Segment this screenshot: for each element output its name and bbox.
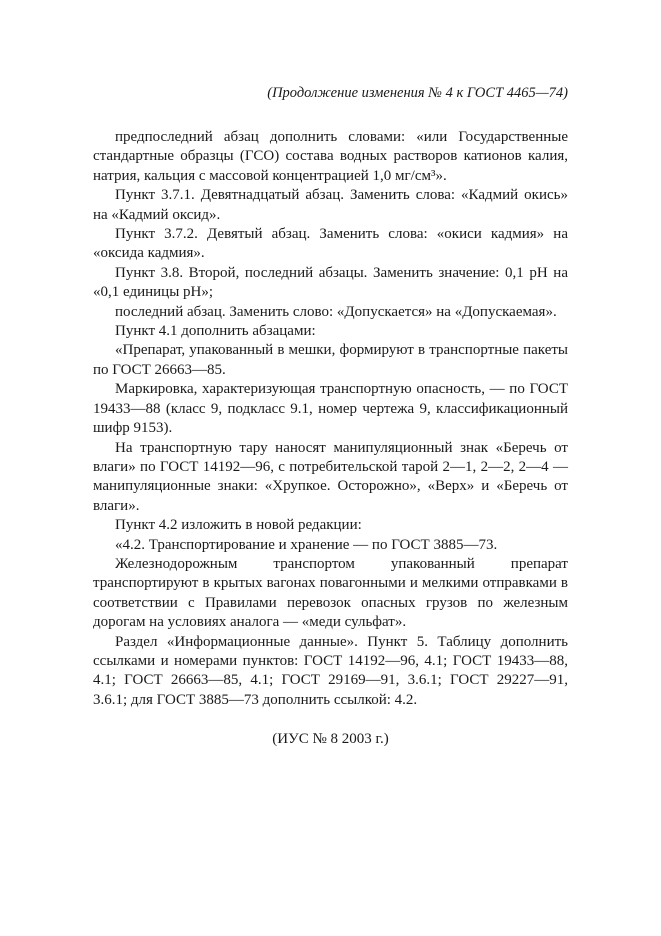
paragraph: Пункт 3.8. Второй, последний абзацы. Заменить значение: 0,1 pH на «0,1 единицы pH»; — [93, 264, 568, 301]
paragraph: предпоследний абзац дополнить словами: «или Государственные стандартные образцы (ГСО) состава водных растворов катионов калия, натрия, кальция с массовой концентрацией 1,0 мг/см³». — [93, 129, 568, 184]
paragraph: Пункт 3.7.2. Девятый абзац. Заменить слова: «окиси кадмия» на «оксида кадмия». — [93, 226, 568, 262]
paragraph: Раздел «Информационные данные». Пункт 5. Таблицу дополнить ссылками и номерами пунктов: ГОСТ 14192—96, 4.1; ГОСТ 19433—88, 4.1; ГОСТ 26663—85, 4.1; ГОСТ 29169—91, 3.6.1; ГОСТ 29227—91, 3.6.1; для ГОСТ 3885—73 дополнить ссылкой: 4.2. — [93, 633, 568, 708]
paragraph: «Препарат, упакованный в мешки, формируют в транспортные пакеты по ГОСТ 26663—85. — [93, 342, 568, 378]
document-body — [93, 128, 568, 710]
paragraph: Маркировка, характеризующая транспортную опасность, — по ГОСТ 19433—88 (класс 9, подкласс 9.1, номер чертежа 9, классификационный шифр 9153). — [93, 381, 568, 437]
paragraph: «4.2. Транспортирование и хранение — по ГОСТ 3885—73. — [115, 536, 498, 553]
document-header: (Продолжение изменения № 4 к ГОСТ 4465—74) — [267, 85, 568, 101]
paragraph: На транспортную тару наносят манипуляционный знак «Беречь от влаги» по ГОСТ 14192—96, с потребительской тарой 2—1, 2—2, 2—4 — манипуляционные знаки: «Хрупкое. Осторожно», «Верх» и «Беречь от влаги». — [93, 439, 568, 514]
paragraph: последний абзац. Заменить слово: «Допускается» на «Допускаемая». — [115, 303, 557, 320]
document-footer: (ИУС № 8 2003 г.) — [272, 731, 389, 748]
paragraph: Пункт 4.2 изложить в новой редакции: — [115, 517, 362, 534]
paragraph: Пункт 4.1 дополнить абзацами: — [115, 323, 316, 340]
paragraph: Железнодорожным транспортом упакованный препарат транспортируют в крытых вагонах повагонными и мелкими отправками в соответствии с Правилами перевозок опасных грузов по железным дорогам на условиях аналога — «меди сульфат». — [93, 555, 568, 631]
paragraph: Пункт 3.7.1. Девятнадцатый абзац. Заменить слова: «Кадмий окись» на «Кадмий оксид». — [93, 187, 568, 223]
document-content — [93, 84, 568, 750]
